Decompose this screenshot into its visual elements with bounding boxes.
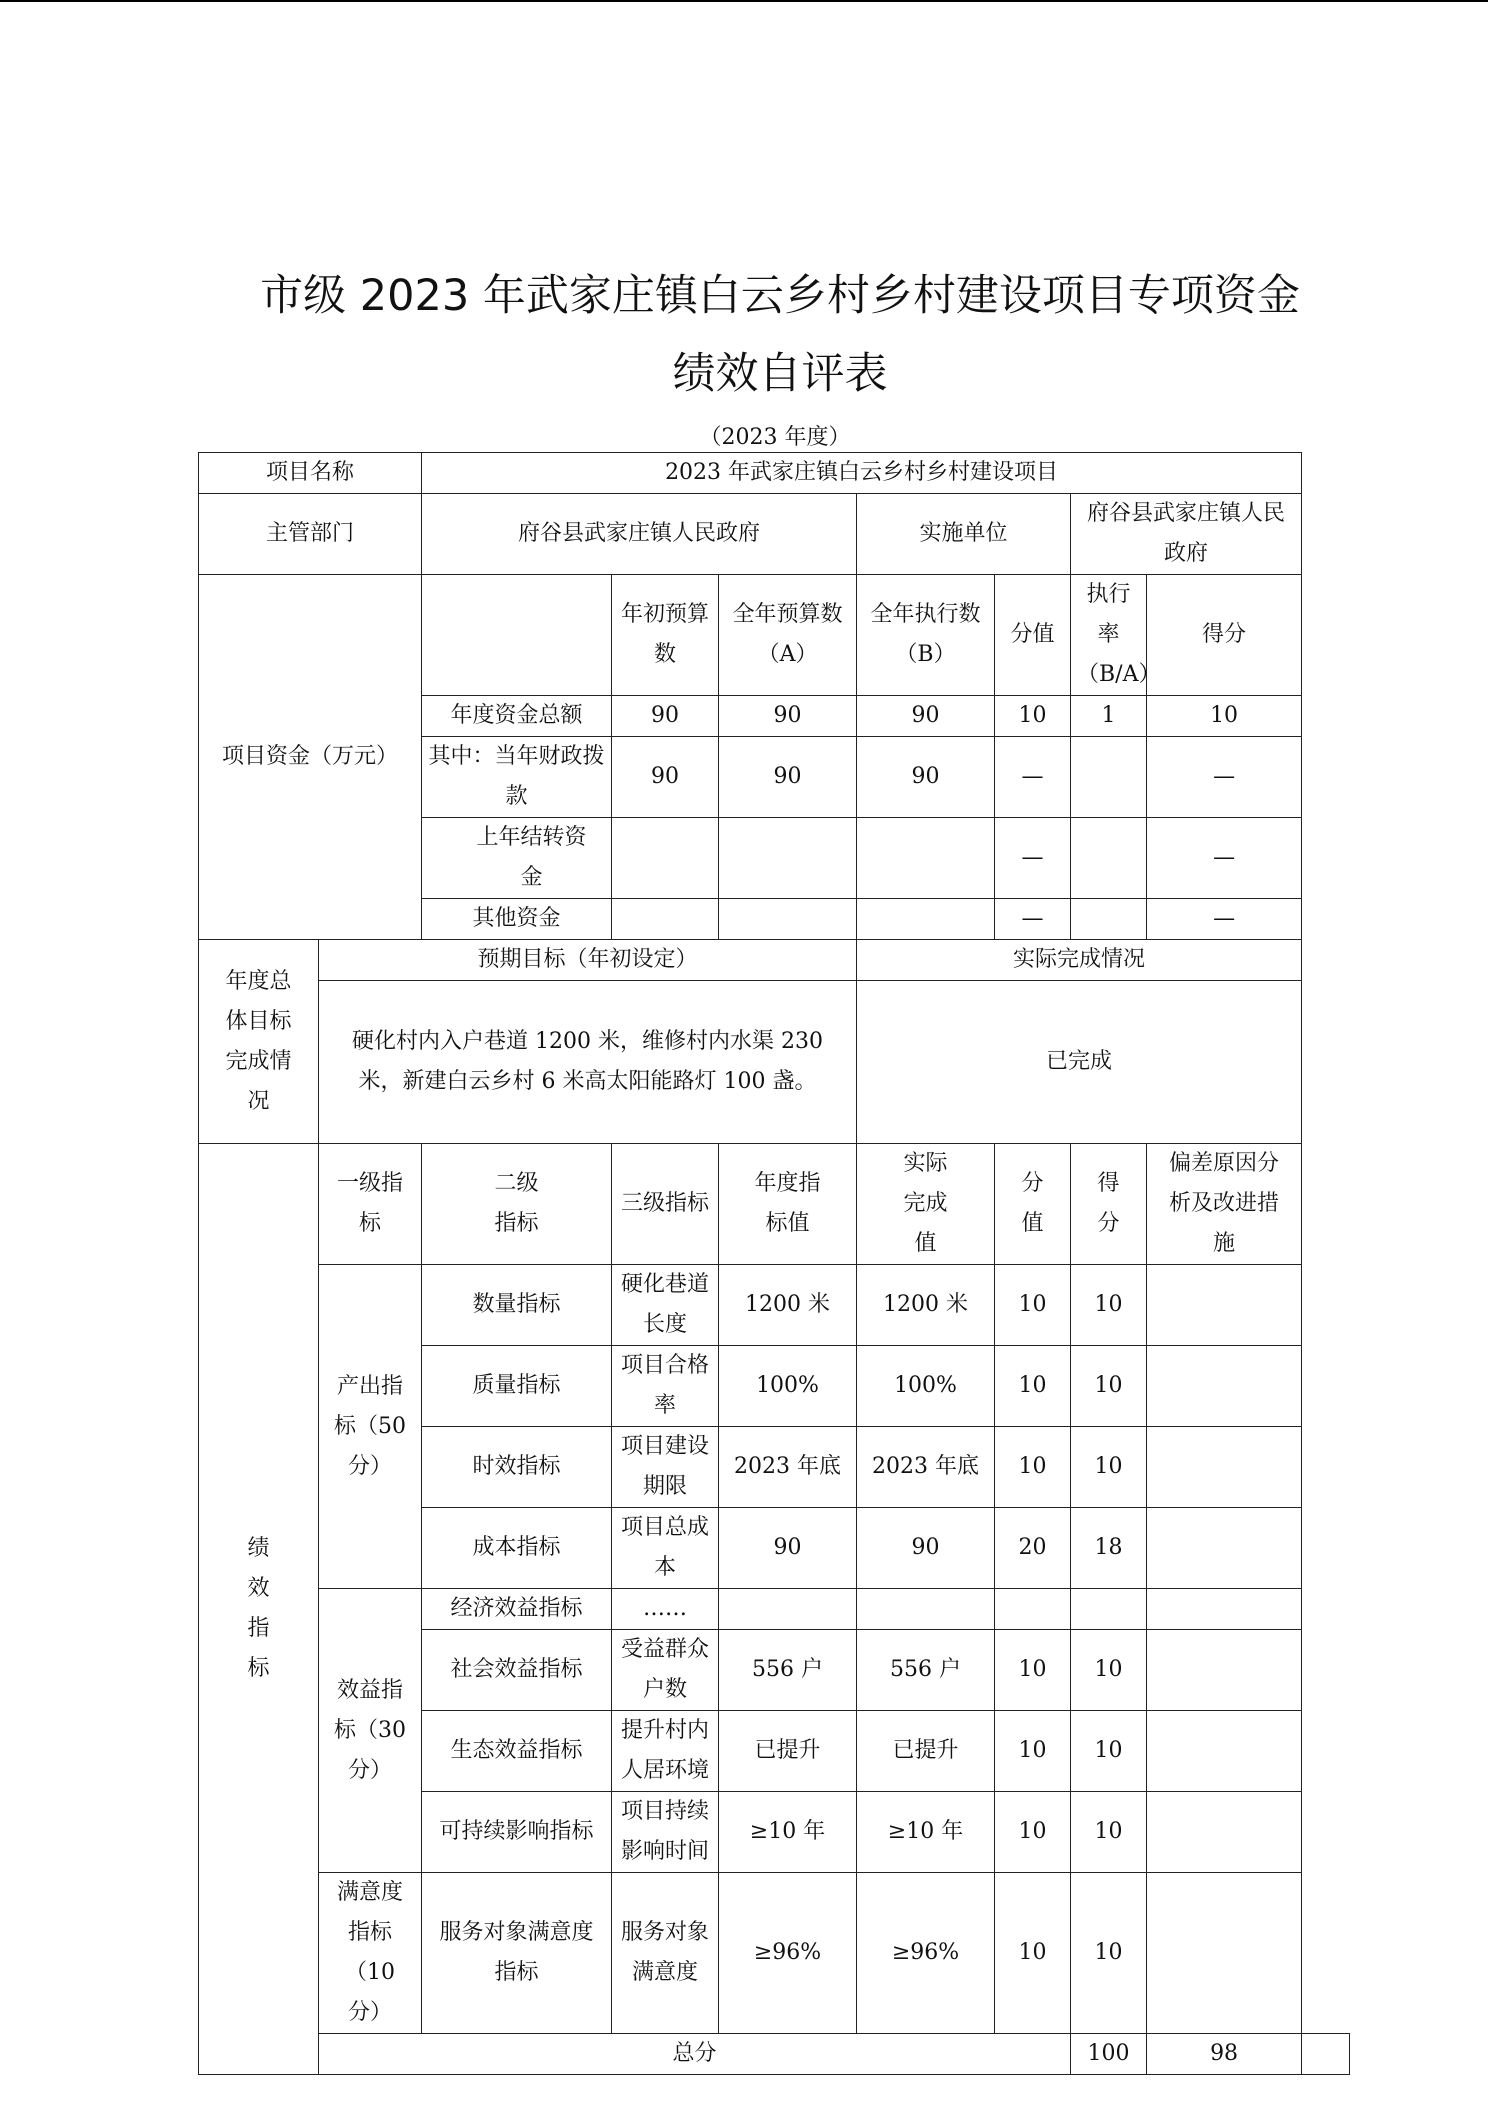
perf-row-level3: 项目总成本 <box>612 1508 719 1589</box>
department-value: 府谷县武家庄镇人民政府 <box>422 494 857 575</box>
perf-header-level2: 二级指标 <box>422 1144 612 1265</box>
funds-header-executed: 全年执行数（B） <box>857 575 995 696</box>
perf-row-note <box>1147 1265 1302 1346</box>
funds-row-name: 上年结转资金 <box>422 818 612 899</box>
perf-row-note <box>1147 1589 1302 1630</box>
funds-row-score-value: — <box>995 899 1071 940</box>
perf-row <box>199 1589 1350 1630</box>
impl-unit-label: 实施单位 <box>857 494 1071 575</box>
project-name-label: 项目名称 <box>199 453 422 494</box>
perf-row-target <box>719 1589 857 1630</box>
evaluation-table <box>198 452 1350 2075</box>
perf-row-level2: 经济效益指标 <box>422 1589 612 1630</box>
funds-header-rate: 执行率（B/A） <box>1071 575 1147 696</box>
funds-row-budget: 90 <box>719 737 857 818</box>
funds-header-score: 得分 <box>1147 575 1302 696</box>
perf-row-value: 10 <box>995 1427 1071 1508</box>
year-note: （2023 年度） <box>699 425 851 450</box>
perf-row-level2: 质量指标 <box>422 1346 612 1427</box>
perf-row-note <box>1147 1346 1302 1427</box>
perf-row-score: 10 <box>1071 1711 1147 1792</box>
funds-header-score-value: 分值 <box>995 575 1071 696</box>
department-row <box>199 494 1350 575</box>
project-name-row <box>199 453 1350 494</box>
perf-row-target: 556 户 <box>719 1630 857 1711</box>
total-value: 100 <box>1071 2034 1147 2075</box>
funds-row-name: 其中：当年财政拨款 <box>422 737 612 818</box>
perf-row-actual: ≥96% <box>857 1873 995 2034</box>
goals-header-row <box>199 940 1350 981</box>
perf-row-score: 10 <box>1071 1873 1147 2034</box>
perf-header-row <box>199 1144 1350 1265</box>
perf-header-value: 分值 <box>995 1144 1071 1265</box>
perf-row-target: 2023 年底 <box>719 1427 857 1508</box>
funds-row-score: — <box>1147 899 1302 940</box>
perf-row-target: 90 <box>719 1508 857 1589</box>
perf-header-actual: 实际完成值 <box>857 1144 995 1265</box>
perf-row-level2: 社会效益指标 <box>422 1630 612 1711</box>
funds-row-score: 10 <box>1147 696 1302 737</box>
top-border-line <box>0 0 1488 2</box>
funds-row-score-value: 10 <box>995 696 1071 737</box>
perf-row-actual: ≥10 年 <box>857 1792 995 1873</box>
funds-row-initial: 90 <box>612 737 719 818</box>
funds-row-executed <box>857 818 995 899</box>
total-score: 98 <box>1147 2034 1302 2075</box>
perf-row-level3: 服务对象满意度 <box>612 1873 719 2034</box>
total-note <box>1302 2034 1350 2075</box>
perf-header-note: 偏差原因分析及改进措施 <box>1147 1144 1302 1265</box>
perf-row-level2: 生态效益指标 <box>422 1711 612 1792</box>
perf-row-level2: 服务对象满意度指标 <box>422 1873 612 2034</box>
total-label: 总分 <box>319 2034 1071 2075</box>
perf-row-value: 10 <box>995 1346 1071 1427</box>
funds-row-score-value: — <box>995 737 1071 818</box>
perf-row-note <box>1147 1630 1302 1711</box>
total-row <box>199 2034 1350 2075</box>
perf-row-level2: 可持续影响指标 <box>422 1792 612 1873</box>
perf-row-target: ≥10 年 <box>719 1792 857 1873</box>
perf-row-note <box>1147 1508 1302 1589</box>
perf-row-note <box>1147 1873 1302 2034</box>
perf-header-level1: 一级指标 <box>319 1144 422 1265</box>
perf-row-value: 20 <box>995 1508 1071 1589</box>
goals-expected-text: 硬化村内入户巷道 1200 米，维修村内水渠 230 米，新建白云乡村 6 米高太阳能路灯 100 盏。 <box>319 981 857 1144</box>
perf-row-note <box>1147 1711 1302 1792</box>
perf-row-actual: 已提升 <box>857 1711 995 1792</box>
funds-row-executed <box>857 899 995 940</box>
funds-header-initial: 年初预算数 <box>612 575 719 696</box>
goals-actual-label: 实际完成情况 <box>857 940 1302 981</box>
perf-header-target: 年度指标值 <box>719 1144 857 1265</box>
perf-row-actual: 556 户 <box>857 1630 995 1711</box>
perf-row-note <box>1147 1792 1302 1873</box>
perf-row-score: 18 <box>1071 1508 1147 1589</box>
goals-expected-label: 预期目标（年初设定） <box>319 940 857 981</box>
funds-row-budget <box>719 899 857 940</box>
perf-row-actual: 90 <box>857 1508 995 1589</box>
perf-row <box>199 1873 1350 2034</box>
perf-row-level2: 时效指标 <box>422 1427 612 1508</box>
goals-actual-text: 已完成 <box>857 981 1302 1144</box>
perf-row-level2: 数量指标 <box>422 1265 612 1346</box>
perf-row-note <box>1147 1427 1302 1508</box>
funds-row-rate <box>1071 737 1147 818</box>
perf-row-level3: …… <box>612 1589 719 1630</box>
perf-row-level3: 提升村内人居环境 <box>612 1711 719 1792</box>
perf-row-target: ≥96% <box>719 1873 857 2034</box>
perf-row-actual <box>857 1589 995 1630</box>
perf-row-score <box>1071 1589 1147 1630</box>
funds-row-score: — <box>1147 737 1302 818</box>
funds-row-name: 年度资金总额 <box>422 696 612 737</box>
funds-header-row <box>199 575 1350 696</box>
perf-row-value: 10 <box>995 1630 1071 1711</box>
perf-row-target: 1200 米 <box>719 1265 857 1346</box>
perf-row-score: 10 <box>1071 1427 1147 1508</box>
funds-row-executed: 90 <box>857 696 995 737</box>
perf-row-score: 10 <box>1071 1265 1147 1346</box>
perf-row-level3: 项目持续影响时间 <box>612 1792 719 1873</box>
funds-row-initial: 90 <box>612 696 719 737</box>
perf-row-value: 10 <box>995 1711 1071 1792</box>
perf-label: 绩效指标 <box>199 1144 319 2075</box>
funds-row-name: 其他资金 <box>422 899 612 940</box>
funds-row-budget <box>719 818 857 899</box>
perf-row-score: 10 <box>1071 1346 1147 1427</box>
perf-row-target: 100% <box>719 1346 857 1427</box>
perf-row-value: 10 <box>995 1873 1071 2034</box>
perf-header-score: 得分 <box>1071 1144 1147 1265</box>
goals-content-row <box>199 981 1350 1144</box>
perf-row-value: 10 <box>995 1265 1071 1346</box>
perf-row-level3: 项目合格率 <box>612 1346 719 1427</box>
funds-row-rate: 1 <box>1071 696 1147 737</box>
perf-row-target: 已提升 <box>719 1711 857 1792</box>
funds-row-budget: 90 <box>719 696 857 737</box>
funds-row-score-value: — <box>995 818 1071 899</box>
project-name-value: 2023 年武家庄镇白云乡村乡村建设项目 <box>422 453 1302 494</box>
funds-row-rate <box>1071 818 1147 899</box>
funds-row-initial <box>612 899 719 940</box>
perf-group-satisfaction: 满意度指标（10分） <box>319 1873 422 2034</box>
funds-header-budget: 全年预算数（A） <box>719 575 857 696</box>
funds-row-score: — <box>1147 818 1302 899</box>
page-title-line1: 市级 2023 年武家庄镇白云乡村乡村建设项目专项资金 <box>260 271 1300 321</box>
perf-row-level3: 硬化巷道长度 <box>612 1265 719 1346</box>
perf-row-level3: 项目建设期限 <box>612 1427 719 1508</box>
perf-group-output: 产出指标（50分） <box>319 1265 422 1589</box>
funds-row-initial <box>612 818 719 899</box>
perf-header-level3: 三级指标 <box>612 1144 719 1265</box>
perf-row-value: 10 <box>995 1792 1071 1873</box>
department-label: 主管部门 <box>199 494 422 575</box>
perf-row-score: 10 <box>1071 1630 1147 1711</box>
funds-header-blank <box>422 575 612 696</box>
funds-label: 项目资金（万元） <box>199 575 422 940</box>
perf-row-level3: 受益群众户数 <box>612 1630 719 1711</box>
perf-row-level2: 成本指标 <box>422 1508 612 1589</box>
perf-row-actual: 100% <box>857 1346 995 1427</box>
perf-row-score: 10 <box>1071 1792 1147 1873</box>
perf-group-benefit: 效益指标（30分） <box>319 1589 422 1873</box>
perf-row <box>199 1265 1350 1346</box>
perf-row-actual: 1200 米 <box>857 1265 995 1346</box>
goals-label: 年度总体目标完成情况 <box>199 940 319 1144</box>
funds-row-rate <box>1071 899 1147 940</box>
funds-row-executed: 90 <box>857 737 995 818</box>
perf-row-value <box>995 1589 1071 1630</box>
page-title-line2: 绩效自评表 <box>672 349 888 399</box>
perf-row-actual: 2023 年底 <box>857 1427 995 1508</box>
impl-unit-value: 府谷县武家庄镇人民政府 <box>1071 494 1302 575</box>
